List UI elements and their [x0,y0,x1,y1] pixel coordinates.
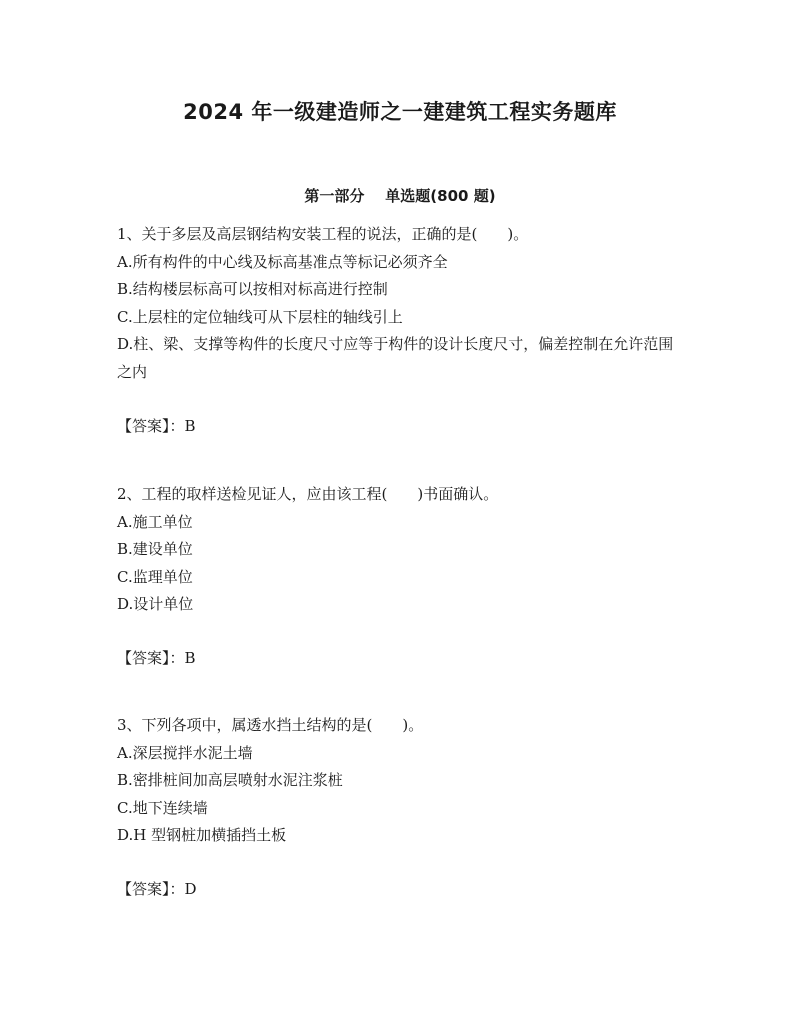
section-title: 第一部分 单选题(800 题) [304,187,496,205]
question-3 [117,712,677,850]
question-stem: 2、工程的取样送检见证人，应由该工程( )书面确认。 [117,485,499,503]
answer-1: 【答案】：B [117,417,196,435]
question-stem: 1、关于多层及高层钢结构安装工程的说法，正确的是( )。 [117,225,529,243]
option-b: B.建设单位 [117,540,193,558]
option-d: D.设计单位 [117,595,194,613]
option-c: C.监理单位 [117,567,193,586]
option-d: D.柱、梁、支撑等构件的长度尺寸应等于构件的设计长度尺寸，偏差控制在允许范围之内 [117,335,674,381]
question-stem: 3、下列各项中，属透水挡土结构的是( )。 [117,716,424,734]
answer-2: 【答案】：B [117,649,196,667]
answer-3: 【答案】：D [117,880,197,898]
option-d: D.H 型钢桩加横插挡土板 [117,826,287,844]
document-title: 2024 年一级建造师之一建建筑工程实务题库 [183,100,617,124]
option-b: B.结构楼层标高可以按相对标高进行控制 [117,280,388,298]
option-a: A.所有构件的中心线及标高基准点等标记必须齐全 [117,252,448,271]
option-a: A.深层搅拌水泥土墙 [117,743,253,762]
option-c: C.地下连续墙 [117,798,208,817]
option-b: B.密排桩间加高层喷射水泥注浆桩 [117,771,343,789]
option-c: C.上层柱的定位轴线可从下层柱的轴线引上 [117,307,403,326]
option-a: A.施工单位 [117,512,193,531]
question-1 [117,221,677,386]
question-2 [117,481,677,619]
